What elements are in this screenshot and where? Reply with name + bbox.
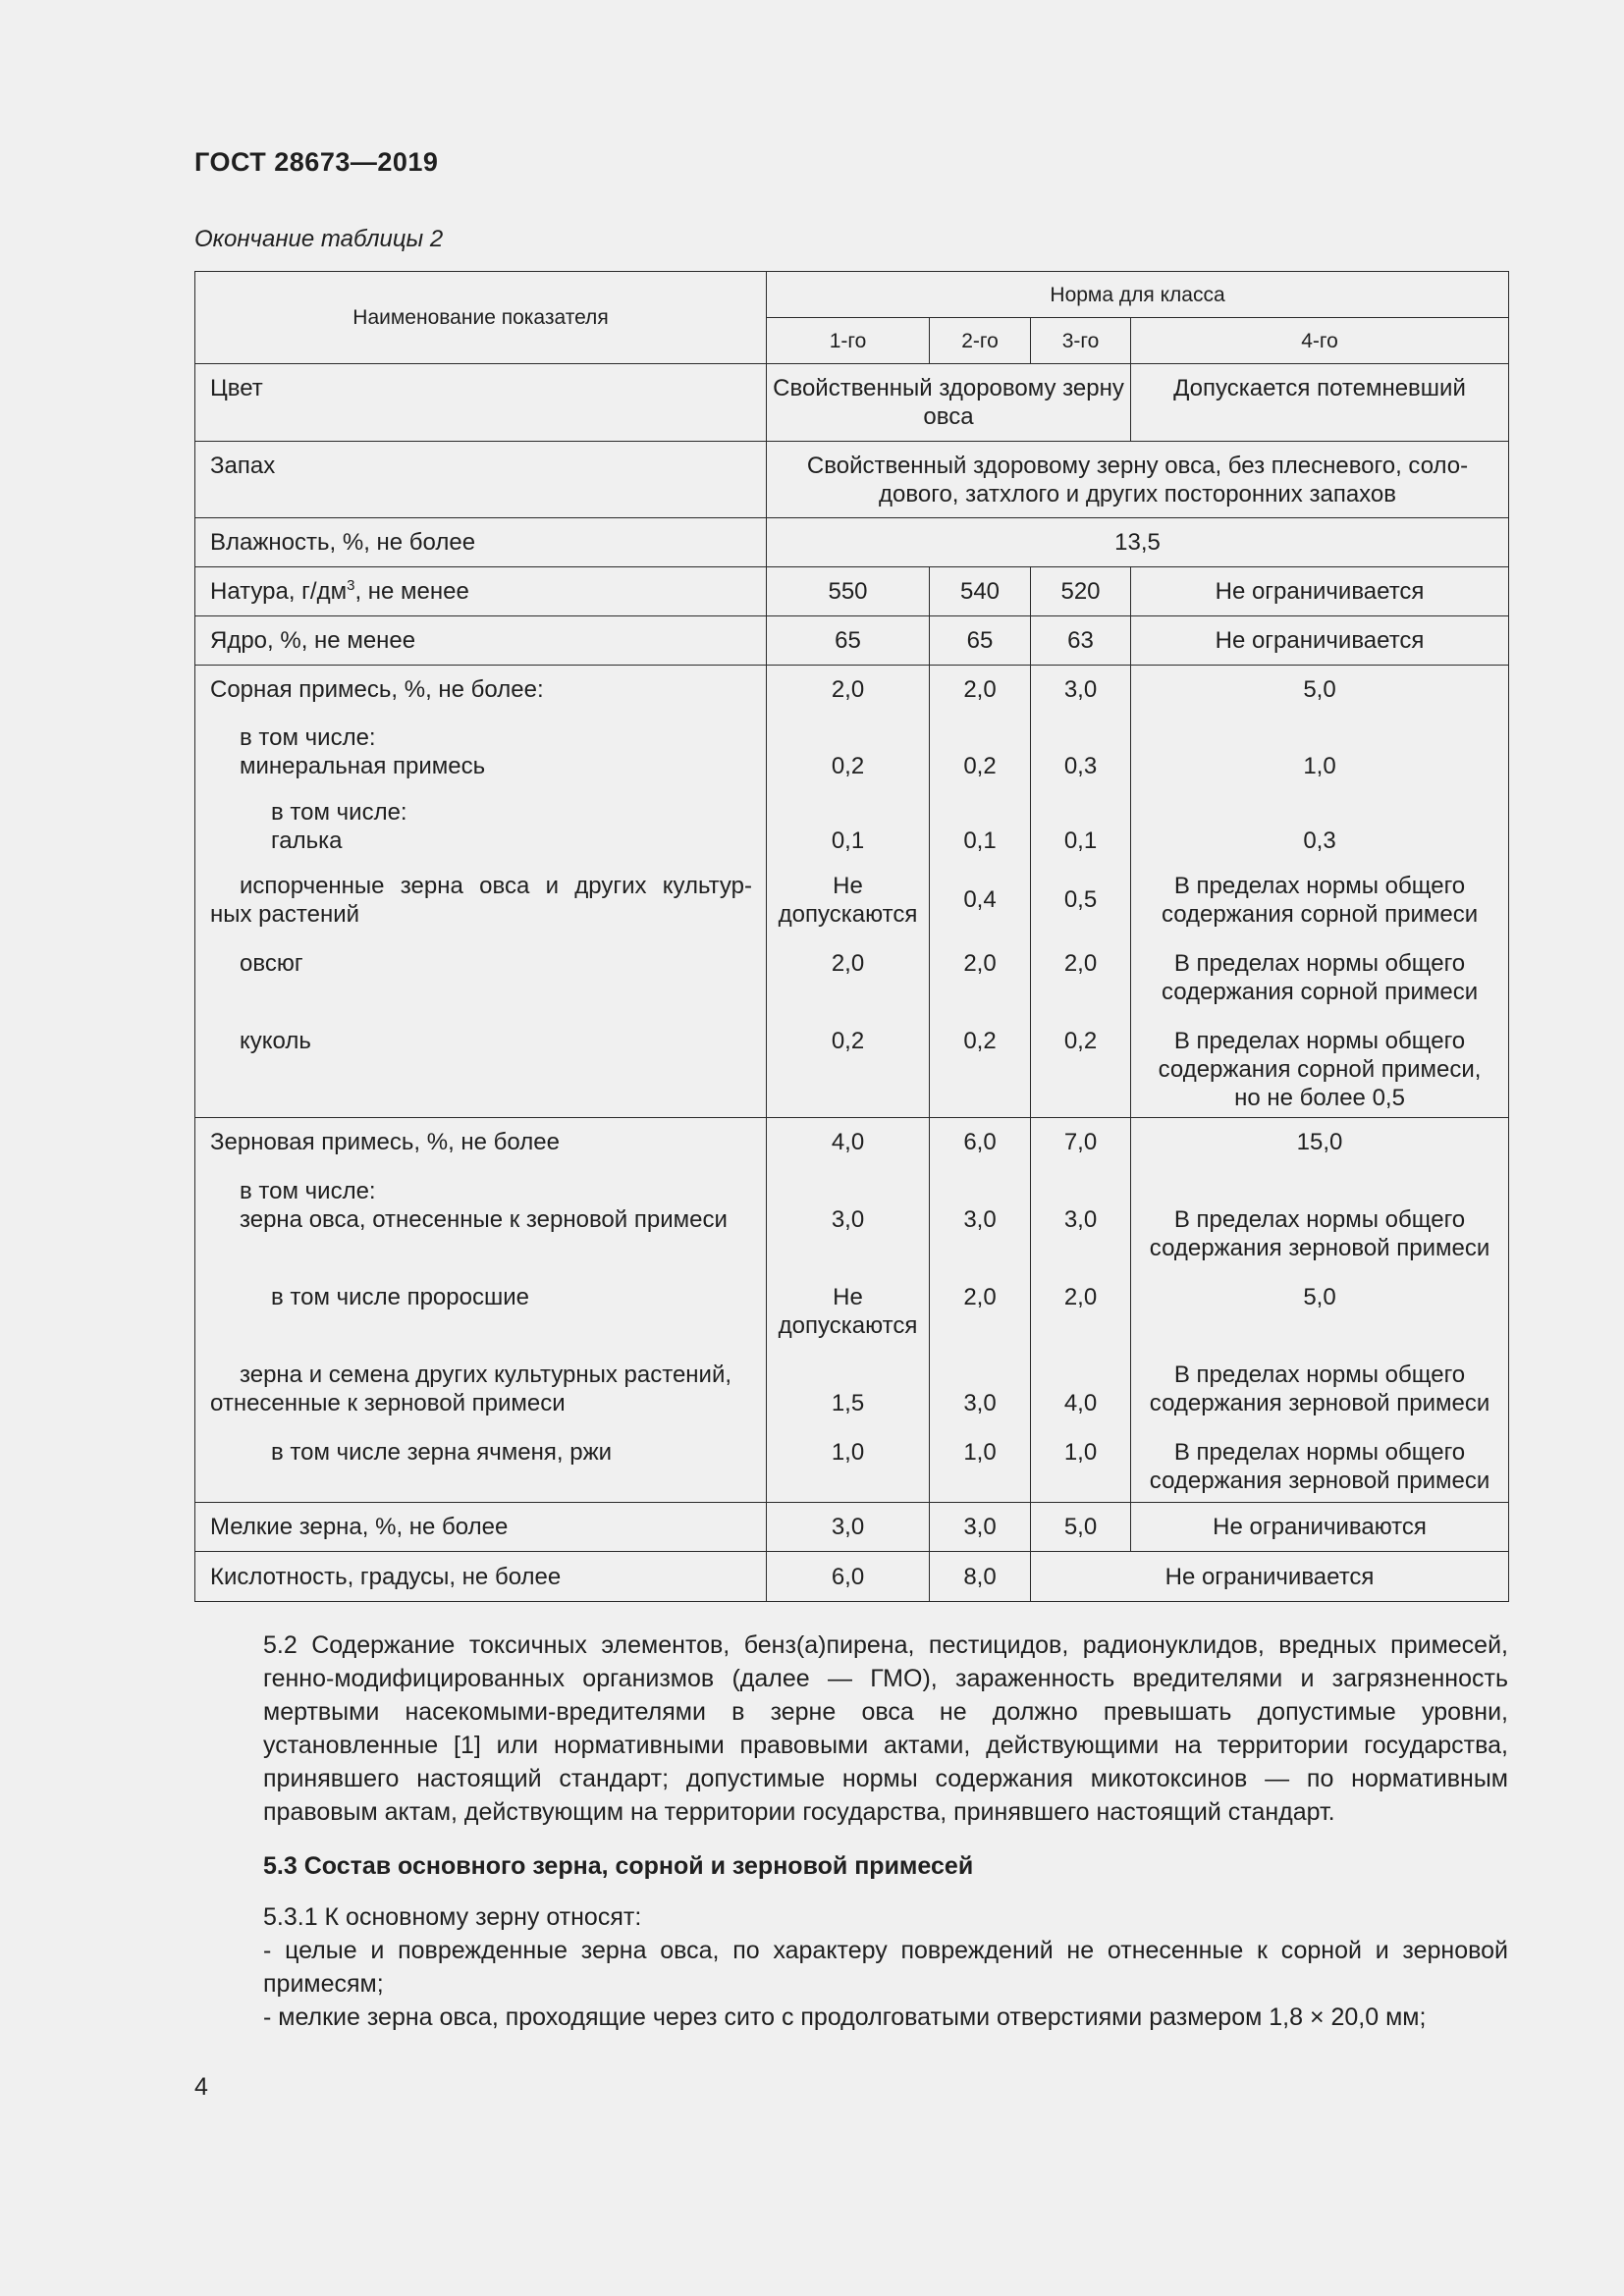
weed-class-3: 3,0 0,3 0,1 0,5 2,0 0,2 <box>1031 666 1131 1118</box>
header-norm-group: Норма для класса <box>767 272 1509 318</box>
natura-class-3: 520 <box>1031 567 1131 616</box>
weed-class-4: 5,0 1,0 0,3 В пределах нормы общего содержания сорной примеси В пределах нормы общего содержания сорной примеси В пределах нормы общего содержания сорной примеси, но не более 0,5 <box>1131 666 1509 1118</box>
humidity-value: 13,5 <box>767 518 1509 567</box>
color-class-4: Допускается потемневший <box>1131 364 1509 442</box>
row-label-humidity: Влажность, %, не более <box>195 518 767 567</box>
row-label-weed: Сорная примесь, %, не более: в том числе: минеральная примесь в том числе: галька испорченные зерна овса и других культур- ных растений овсюг куколь <box>195 666 767 1118</box>
table-row <box>195 567 1509 616</box>
norms-table <box>194 271 1509 1602</box>
table-row <box>195 1118 1509 1503</box>
paragraph-5-2: 5.2 Содержание токсичных элементов, бенз(а)пирена, пестицидов, радионуклидов, вредных примесей, генно-модифицированных организмов (далее — ГМО), зараженность вредителями и загрязненность мертвыми насекомыми-вредителями в зерне овса не должно превышать допустимые уровни, установленные [1] или нормативными правовыми актами, действующими на территории государства, принявшего настоящий стандарт; допустимые нормы содержания микотоксинов — по нормативным правовым актам, действующим на территории государства, принявшего настоящий стандарт. <box>263 1631 1508 1826</box>
acidity-class-1: 6,0 <box>767 1552 930 1602</box>
paragraph-5-3-1: 5.3.1 К основному зерну относят: - целые и поврежденные зерна овса, по характеру повреждений не отнесенные к сорной и зерновой примесям; - мелкие зерна овса, проходящие через сито с продолговатыми отверстиями размером 1,8 × 20,0 мм; <box>194 1900 1508 2034</box>
grain-class-1: 4,0 3,0 Не допускаются 1,5 1,0 <box>767 1118 930 1503</box>
row-label-acidity: Кислотность, градусы, не более <box>195 1552 767 1602</box>
table-row <box>195 1552 1509 1602</box>
small-class-2: 3,0 <box>930 1503 1031 1552</box>
kernel-class-2: 65 <box>930 616 1031 666</box>
weed-class-2: 2,0 0,2 0,1 0,4 2,0 0,2 <box>930 666 1031 1118</box>
page-number: 4 <box>194 2073 208 2101</box>
row-label-grain: Зерновая примесь, %, не более в том числе: зерна овса, отнесенные к зерновой примеси в том числе проросшие зерна и семена других культурных растений, отнесенные к зерновой примеси в том числе зерна ячменя, ржи <box>195 1118 767 1503</box>
grain-class-4: 15,0 В пределах нормы общего содержания зерновой примеси 5,0 В пределах нормы общего содержания зерновой примеси В пределах нормы общего содержания зерновой примеси <box>1131 1118 1509 1503</box>
table-row <box>195 364 1509 442</box>
document-code: ГОСТ 28673—2019 <box>194 147 439 177</box>
list-item: - мелкие зерна овса, проходящие через сито с продолговатыми отверстиями размером 1,8 × 20,0 мм; <box>263 2003 1427 2031</box>
natura-class-2: 540 <box>930 567 1031 616</box>
acidity-class-2: 8,0 <box>930 1552 1031 1602</box>
kernel-class-4: Не ограничивается <box>1131 616 1509 666</box>
acidity-class-3-4: Не ограничивается <box>1031 1552 1509 1602</box>
table-row <box>195 518 1509 567</box>
color-class-1-3: Свойственный здоровому зерну овса <box>767 364 1131 442</box>
header-class-3: 3-го <box>1031 318 1131 364</box>
smell-value: Свойственный здоровому зерну овса, без плесневого, соло- дового, затхлого и других посторонних запахов <box>767 442 1509 518</box>
kernel-class-1: 65 <box>767 616 930 666</box>
small-class-1: 3,0 <box>767 1503 930 1552</box>
row-label-natura: Натура, $г/дм^3$, не менее <box>195 567 767 616</box>
kernel-class-3: 63 <box>1031 616 1131 666</box>
header-class-2: 2-го <box>930 318 1031 364</box>
table-row <box>195 1503 1509 1552</box>
small-class-3: 5,0 <box>1031 1503 1131 1552</box>
header-class-1: 1-го <box>767 318 930 364</box>
table-row <box>195 666 1509 1118</box>
weed-class-1: 2,0 0,2 0,1 Не допускаются 2,0 0,2 <box>767 666 930 1118</box>
table-row <box>195 616 1509 666</box>
table-row <box>195 442 1509 518</box>
header-indicator: Наименование показателя <box>195 272 767 364</box>
row-label-kernel: Ядро, %, не менее <box>195 616 767 666</box>
grain-class-3: 7,0 3,0 2,0 4,0 1,0 <box>1031 1118 1131 1503</box>
row-label-color: Цвет <box>195 364 767 442</box>
row-label-smell: Запах <box>195 442 767 518</box>
header-class-4: 4-го <box>1131 318 1509 364</box>
table-caption: Окончание таблицы 2 <box>194 226 444 252</box>
natura-class-1: 550 <box>767 567 930 616</box>
grain-class-2: 6,0 3,0 2,0 3,0 1,0 <box>930 1118 1031 1503</box>
row-label-small-grains: Мелкие зерна, %, не более <box>195 1503 767 1552</box>
section-heading-5-3: 5.3 Состав основного зерна, сорной и зерновой примесей <box>263 1852 974 1880</box>
natura-class-4: Не ограничивается <box>1131 567 1509 616</box>
list-item: - целые и поврежденные зерна овса, по характеру повреждений не отнесенные к сорной и зерновой примесям; <box>263 1937 1508 1998</box>
small-class-4: Не ограничиваются <box>1131 1503 1509 1552</box>
